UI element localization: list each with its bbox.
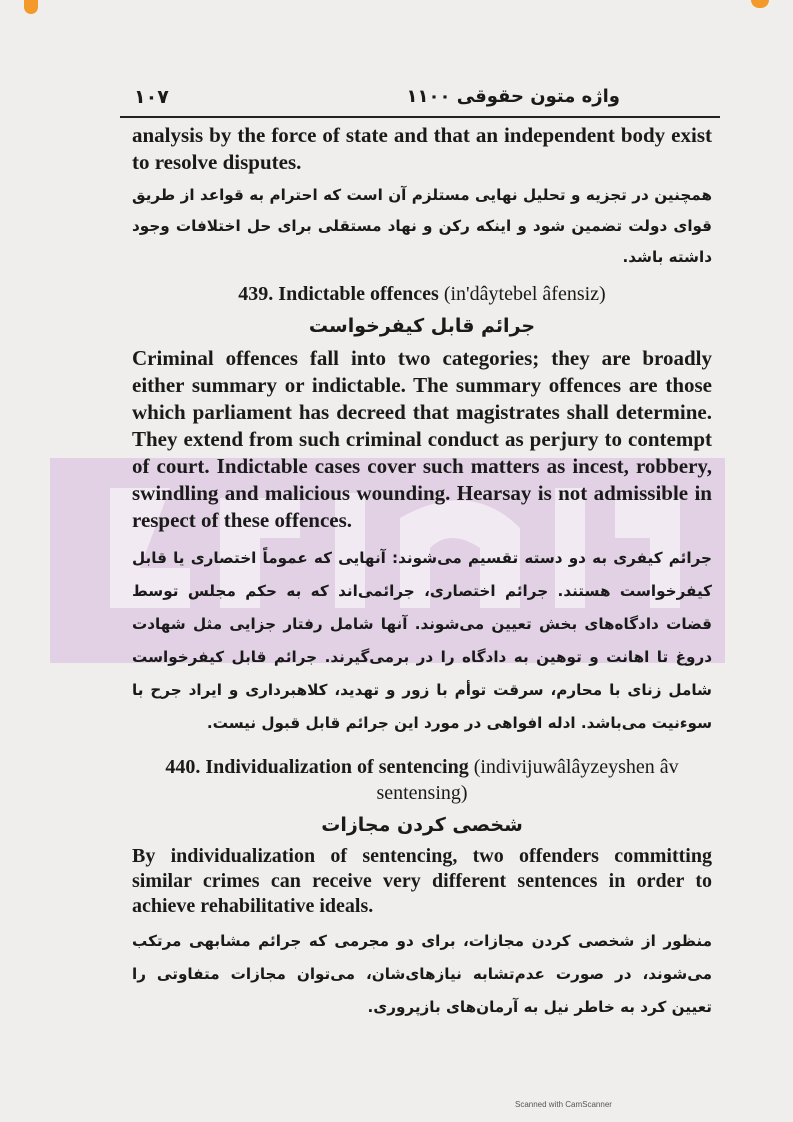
intro-section: [132, 122, 712, 273]
entry-english-text: By individualization of sentencing, two offenders committing similar crimes can receive very different sentences in order to achieve rehabilitative ideals.: [132, 845, 712, 917]
entry-persian-title: جرائم قابل کیفرخواست: [308, 315, 536, 337]
entry-439: [132, 281, 712, 740]
corner-mark-left: [24, 0, 38, 14]
entry-pronunciation: (in'dâytebel âfensiz): [438, 283, 606, 305]
entry-english-text: Criminal offences fall into two categories; they are broadly either summary or indictable. The summary offences are those which parliament has decreed that magistrates shall determine. They extend from such criminal conduct as perjury to contempt of court. Indictable cases cover such matters as incest, robbery, swindling and malicious wounding. Hearsay is not admissible in respect of these offences.: [132, 346, 712, 532]
intro-english: analysis by the force of state and that an independent body exist to resolve disputes.: [132, 123, 712, 174]
entry-term: 440. Individualization of sentencing: [165, 756, 469, 778]
entry-persian-text: جرائم کیفری به دو دسته تقسیم می‌شوند: آنهایی که عموماً اختصاری یا قابل کیفرخواست هستند. جرائم اختصاری، جرائمی‌اند که به حکم مجلس توسط قضات دادگاه‌های بخش تعیین می‌شوند. آنها شامل رفتار جزایی مثل شهادت دروغ تا اهانت و توهین به دادگاه را در برمی‌گیرند. جرائم قابل کیفرخواست شامل زنای با محارم، سرقت توأم با زور و تهدید، کلاهبرداری و ایراد جرح با سوءنیت می‌باشد. ادله افواهی در مورد این جرائم قابل قبول نیست.: [132, 549, 712, 732]
page-header: [120, 86, 720, 118]
scan-footer: Scanned with CamScanner: [515, 1100, 612, 1109]
entry-persian-title: شخصی کردن مجازات: [321, 814, 523, 836]
corner-mark-right: [751, 0, 769, 8]
entry-term: 439. Indictable offences: [238, 283, 439, 305]
intro-persian: همچنین در تجزیه و تحلیل نهایی مستلزم آن است که احترام به قواعد از طریق قوای دولت تضمین شود و اینکه رکن و نهاد مستقلی برای حل اختلافات وجود داشته باشد.: [132, 186, 712, 266]
entry-heading: [132, 281, 712, 307]
entry-pronunciation: (indivijuwâlâyzeyshen âv sentensing): [376, 756, 679, 804]
page-number: ۱۰۷: [134, 86, 169, 108]
entry-heading: [132, 754, 712, 806]
entry-440: [132, 754, 712, 1024]
entry-persian-text: منظور از شخصی کردن مجازات، برای دو مجرمی که جرائم مشابهی مرتکب می‌شوند، در صورت عدم‌تشابه نیازهای‌شان، می‌توان مجازات متفاوتی را تعیین کرد به خاطر نیل به آرمان‌های بازپروری.: [132, 932, 712, 1016]
page-content: [132, 122, 712, 1024]
book-title: ۱۱۰۰ واژه متون حقوقی: [406, 86, 620, 107]
